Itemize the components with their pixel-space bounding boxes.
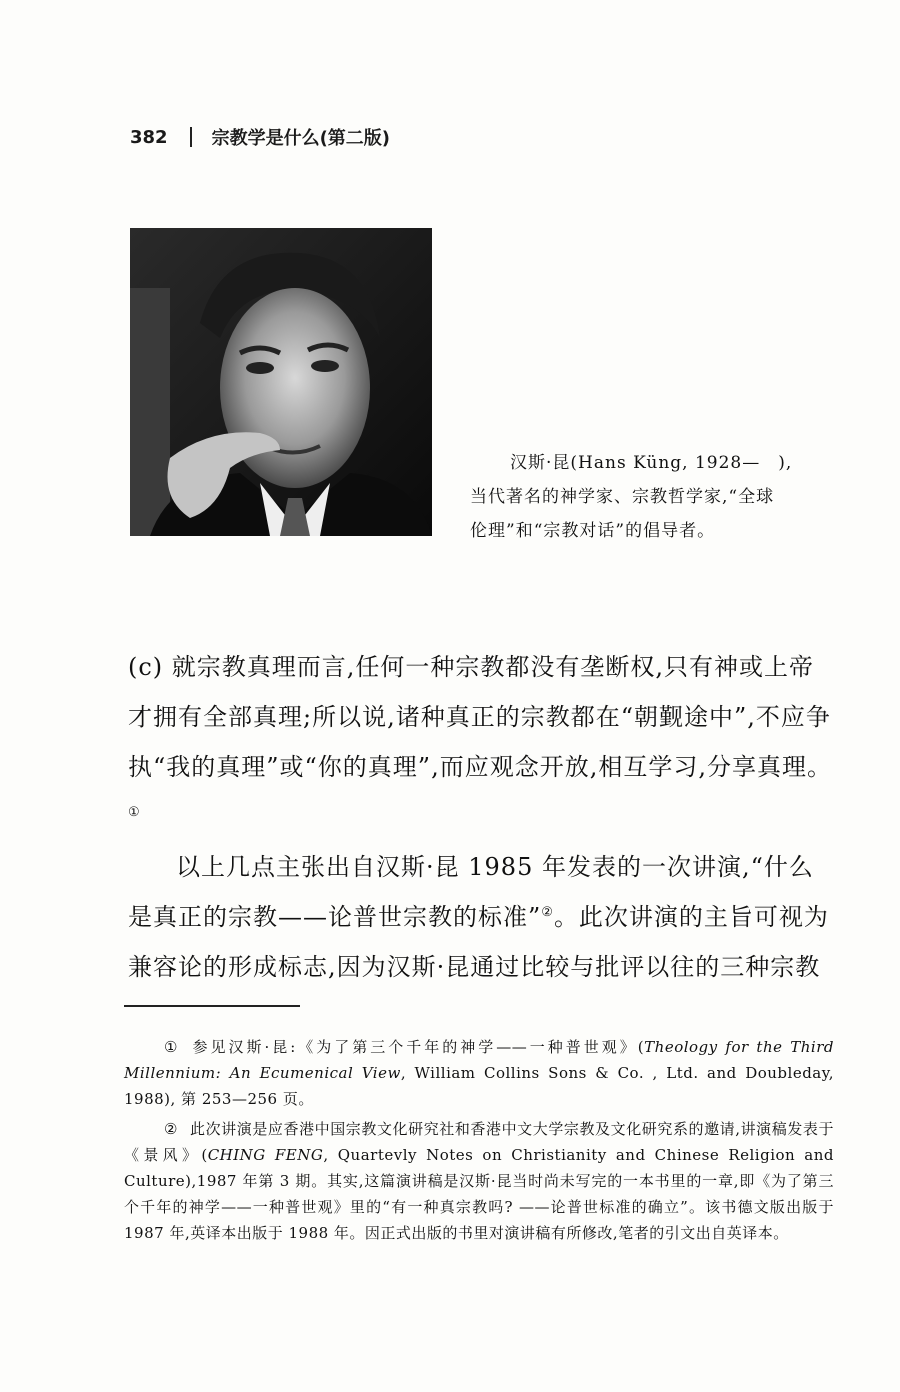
page-number: 382: [130, 126, 168, 148]
portrait-photo: [130, 228, 432, 536]
footnote-text: , William Collins Sons & Co. , Ltd. and Doubleday, 1988), 第 253—256 页。: [124, 1064, 834, 1108]
footnotes: [124, 1034, 834, 1250]
footnote-ref[interactable]: ②: [541, 905, 554, 920]
footnote-italic: Theology for the Third Millennium: An Ecumenical View: [124, 1038, 834, 1082]
header-divider: [190, 127, 192, 147]
footnote-text: , Quartevly Notes on Christianity and Chinese Religion and Culture),1987 年第 3 期。其实,这篇演讲稿是汉斯·昆当时尚未写完的一本书里的一章,即《为了第三个千年的神学——一种普世观》里的“有一种真宗教吗? ——论普世标准的确立”。该书德文版出版于 1987 年,英译本出版于 1988 年。因正式出版的书里对演讲稿有所修改,笔者的引文出自英译本。: [124, 1146, 834, 1242]
paragraph: [128, 842, 834, 992]
photo-caption: [470, 446, 832, 548]
footnote: [124, 1034, 834, 1112]
paragraph-text: 以上几点主张出自汉斯·昆 1985 年发表的一次讲演,“什么是真正的宗教——论普世宗教的标准”: [128, 853, 814, 931]
caption-line: 汉斯·昆(Hans Küng, 1928— ),: [510, 453, 793, 473]
paragraph: [128, 642, 834, 842]
footnote-text: 此次讲演是应香港中国宗教文化研究社和香港中文大学宗教及文化研究系的邀请,讲演稿发表于《景风》(: [124, 1120, 834, 1164]
footnote-mark: ②: [164, 1120, 179, 1138]
footnote-italic: CHING FENG: [207, 1146, 324, 1164]
footnote-text: 参见汉斯·昆:《为了第三个千年的神学——一种普世观》(: [192, 1038, 645, 1056]
running-header: [130, 124, 390, 150]
main-text: [128, 642, 834, 992]
footnote-mark: ①: [164, 1038, 181, 1056]
footnote: [124, 1116, 834, 1246]
caption-line: 伦理”和“宗教对话”的倡导者。: [470, 521, 716, 541]
book-title: 宗教学是什么(第二版): [211, 128, 391, 149]
footnote-divider: [124, 1005, 300, 1007]
footnote-ref[interactable]: ①: [128, 805, 141, 820]
paragraph-text: (c) 就宗教真理而言,任何一种宗教都没有垄断权,只有神或上帝才拥有全部真理;所以说,诸种真正的宗教都在“朝觐途中”,不应争执“我的真理”或“你的真理”,而应观念开放,相互学习,分享真理。: [128, 653, 832, 781]
caption-line: 当代著名的神学家、宗教哲学家,“全球: [470, 487, 775, 507]
paragraph-text: 。此次讲演的主旨可视为兼容论的形成标志,因为汉斯·昆通过比较与批评以往的三种宗教: [128, 903, 829, 981]
